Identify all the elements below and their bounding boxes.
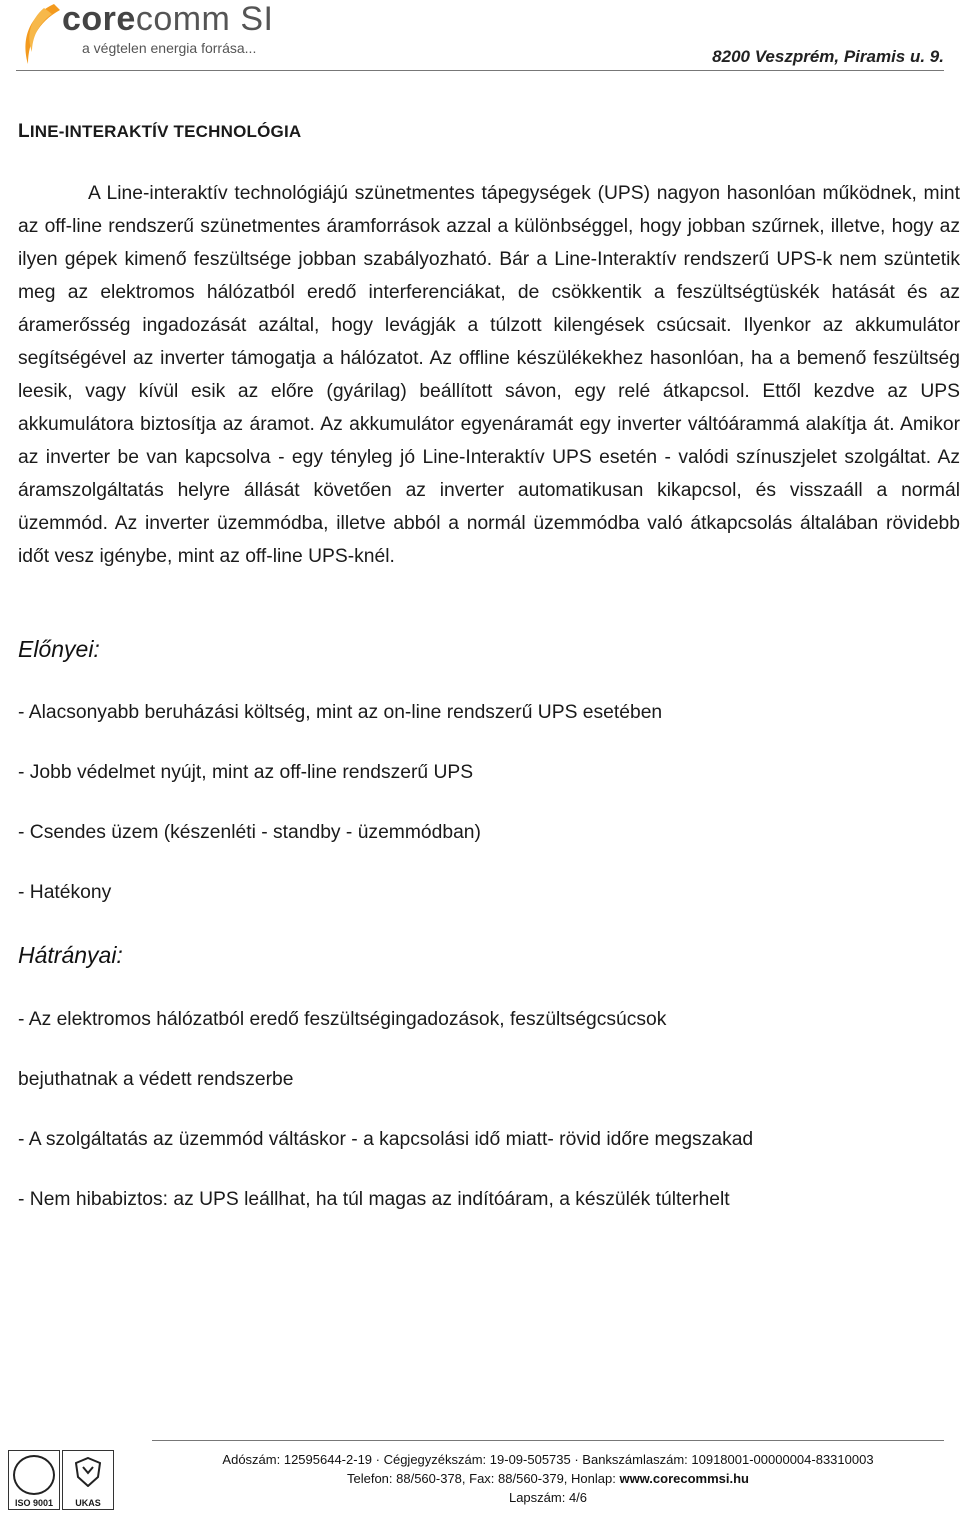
advantages-heading: Előnyei: [18,636,100,662]
footer-divider [152,1440,944,1441]
ukas-certification-seal-icon [62,1450,114,1510]
logo-suffix: comm SI [135,0,274,38]
iso-certification-seal-icon [8,1450,60,1510]
disadvantages-heading: Hátrányai: [18,942,123,968]
company-tagline: a végtelen energia forrása... [82,40,257,56]
advantage-item: - Alacsonyabb beruházási költség, mint az on-line rendszerű UPS esetében [18,702,663,723]
body-paragraph: A Line-interaktív technológiájú szünetmentes tápegységek (UPS) nagyon hasonlóan működnek, mint az off-line rendszerű szünetmentes áramforrások azzal a különbséggel, hogy jobban szűrnek, illetve, hogy az ilyen gépek kimenő feszültsége jobban szabályozható. Bár a Line-Interaktív rendszerű UPS-k nem szüntetik meg az elektromos hálózatból eredő interferenciákat, de csökkentik a feszültségtüskék hatását és az áramerősség ingadozását azáltal, hogy levágják a túlzott kilengések csúcsait. Ilyenkor az akkumulátor segítségével az inverter támogatja a hálózatot. Az offline készülékekhez hasonlóan, ha a bemenő feszültség leesik, vagy kívül esik az előre (gyárilag) beállított sávon, egy relé átkapcsol. Ettől kezdve az UPS akkumulátora biztosítja az áramot. Az akkumulátor egyenáramát egy inverter váltóárammá alakítja át. Amikor az inverter be van kapcsolva - egy tényleg jó Line-Interaktív UPS esetén - valódi színuszjelet szolgáltat. Az áramszolgáltatás helyre állását követően az inverter automatikusan kikapcsol, és visszaáll a normál üzemmód. Az inverter üzemmódba, illetve abból a normál üzemmódba való átkapcsolás általában rövidebb időt vesz igénybe, mint az off-line UPS-knél. [18,183,960,567]
advantage-item: - Hatékony [18,882,112,903]
footer-contact [152,1471,944,1486]
page-header [0,0,960,72]
footer-page-number: Lapszám: 4/6 [508,1490,588,1505]
cert2-label: UKAS [75,1498,101,1508]
footer-website-link[interactable]: www.corecommsi.hu [619,1471,750,1486]
title-first-letter: L [18,121,30,142]
company-logo-name [62,0,273,39]
company-address: 8200 Veszprém, Piramis u. 9. [712,47,944,66]
disadvantage-item: - A szolgáltatás az üzemmód váltáskor - a kapcsolási idő miatt- rövid időre megszakad [18,1129,754,1150]
advantage-item: - Csendes üzem (készenléti - standby - üzemmódban) [18,822,481,843]
disadvantage-item: bejuthatnak a védett rendszerbe [18,1069,294,1090]
disadvantage-item: - Nem hibabiztos: az UPS leállhat, ha túl magas az indítóáram, a készülék túlterhelt [18,1189,730,1210]
company-logo-swoosh-icon [14,2,64,68]
advantage-item: - Jobb védelmet nyújt, mint az off-line rendszerű UPS [18,762,474,783]
footer-company-ids: Adószám: 12595644-2-19 · Cégjegyzékszám: 19-09-505735 · Bankszámlaszám: 10918001-00000004-83310003 [222,1452,874,1467]
logo-prefix: core [62,0,136,38]
document-title [18,121,301,143]
disadvantage-item: - Az elektromos hálózatból eredő feszültségingadozások, feszültségcsúcsok [18,1009,667,1030]
footer-contact-text: Telefon: 88/560-378, Fax: 88/560-379, Honlap: [346,1471,620,1486]
cert1-label: ISO 9001 [14,1498,54,1508]
title-rest: INE-INTERAKTÍV TECHNOLÓGIA [29,122,302,141]
header-divider [16,70,944,71]
